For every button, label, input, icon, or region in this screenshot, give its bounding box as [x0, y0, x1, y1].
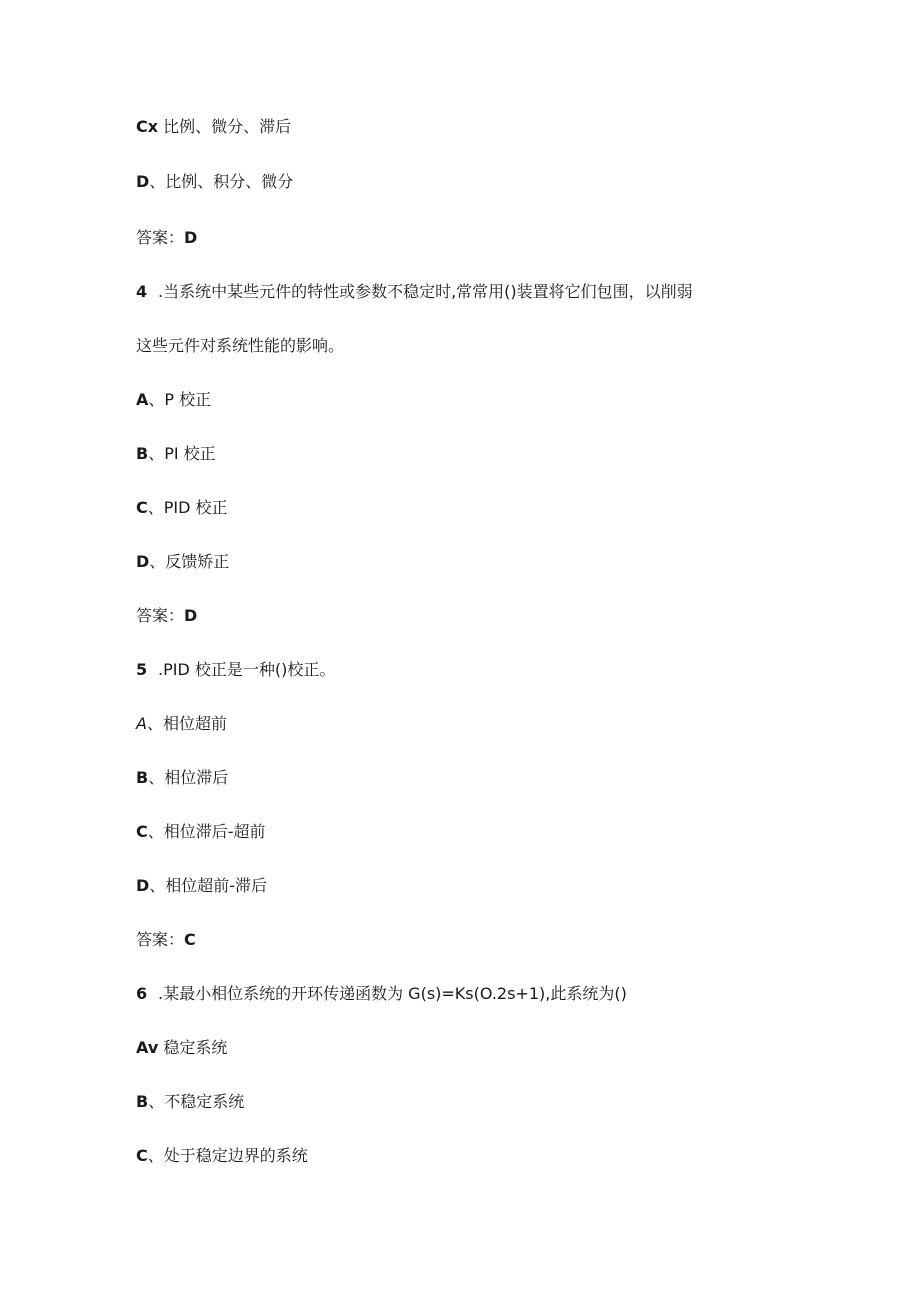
question-number: 4 [136, 282, 148, 301]
option-text: 比例、微分、滞后 [163, 117, 292, 136]
option-text: 、比例、积分、微分 [149, 172, 294, 191]
option-d-prev [136, 171, 293, 193]
answer-q4 [136, 605, 197, 627]
question-4-continued [136, 335, 344, 357]
answer-label: 答案： [136, 930, 185, 949]
option-letter: Cx [136, 117, 159, 136]
answer-label: 答案： [136, 606, 185, 625]
option-letter: C [136, 498, 148, 517]
option-letter: C [136, 1146, 148, 1165]
option-text: 稳定系统 [163, 1038, 228, 1057]
option-c-q5 [136, 821, 266, 843]
option-text: 、PID 校正 [147, 498, 228, 517]
answer-q3 [136, 227, 197, 249]
option-letter: C [136, 822, 148, 841]
option-letter: B [136, 1092, 149, 1111]
option-letter: B [136, 768, 149, 787]
option-b-q6 [136, 1091, 244, 1113]
option-d-q4 [136, 551, 229, 573]
question-number: 5 [136, 660, 148, 679]
option-c-prev [136, 116, 291, 138]
question-text: .当系统中某些元件的特性或参数不稳定时,常常用()装置将它们包围，以削弱 [158, 282, 693, 301]
option-c-q4 [136, 497, 228, 519]
question-text: .PID 校正是一种()校正。 [158, 660, 336, 679]
option-letter: Av [136, 1038, 159, 1057]
answer-value: C [184, 930, 196, 949]
answer-value: D [184, 606, 198, 625]
option-text: 、P 校正 [148, 390, 212, 409]
answer-q5 [136, 929, 196, 951]
answer-label: 答案： [136, 228, 185, 247]
option-letter: D [136, 172, 150, 191]
option-text: 、相位滞后-超前 [147, 822, 266, 841]
option-text: 、不稳定系统 [148, 1092, 245, 1111]
option-text: 、处于稳定边界的系统 [147, 1146, 308, 1165]
question-text: .某最小相位系统的开环传递函数为 G(s)=Ks(O.2s+1),此系统为() [158, 984, 627, 1003]
option-a-q5 [136, 713, 227, 735]
option-text: 、相位超前 [146, 714, 227, 733]
option-text: 、PI 校正 [148, 444, 216, 463]
question-6 [136, 983, 627, 1005]
option-letter: A [136, 714, 147, 733]
question-4 [136, 281, 693, 303]
question-text-continued: 这些元件对系统性能的影响。 [136, 336, 345, 355]
option-a-q6 [136, 1037, 227, 1059]
option-letter: B [136, 444, 149, 463]
option-text: 、反馈矫正 [149, 552, 230, 571]
option-letter: D [136, 552, 150, 571]
answer-value: D [184, 228, 198, 247]
option-letter: A [136, 390, 149, 409]
option-letter: D [136, 876, 150, 895]
question-5 [136, 659, 335, 681]
option-b-q5 [136, 767, 228, 789]
option-text: 、相位滞后 [148, 768, 229, 787]
option-b-q4 [136, 443, 216, 465]
question-number: 6 [136, 984, 148, 1003]
option-text: 、相位超前-滞后 [149, 876, 268, 895]
option-c-q6 [136, 1145, 308, 1167]
option-a-q4 [136, 389, 211, 411]
option-d-q5 [136, 875, 267, 897]
